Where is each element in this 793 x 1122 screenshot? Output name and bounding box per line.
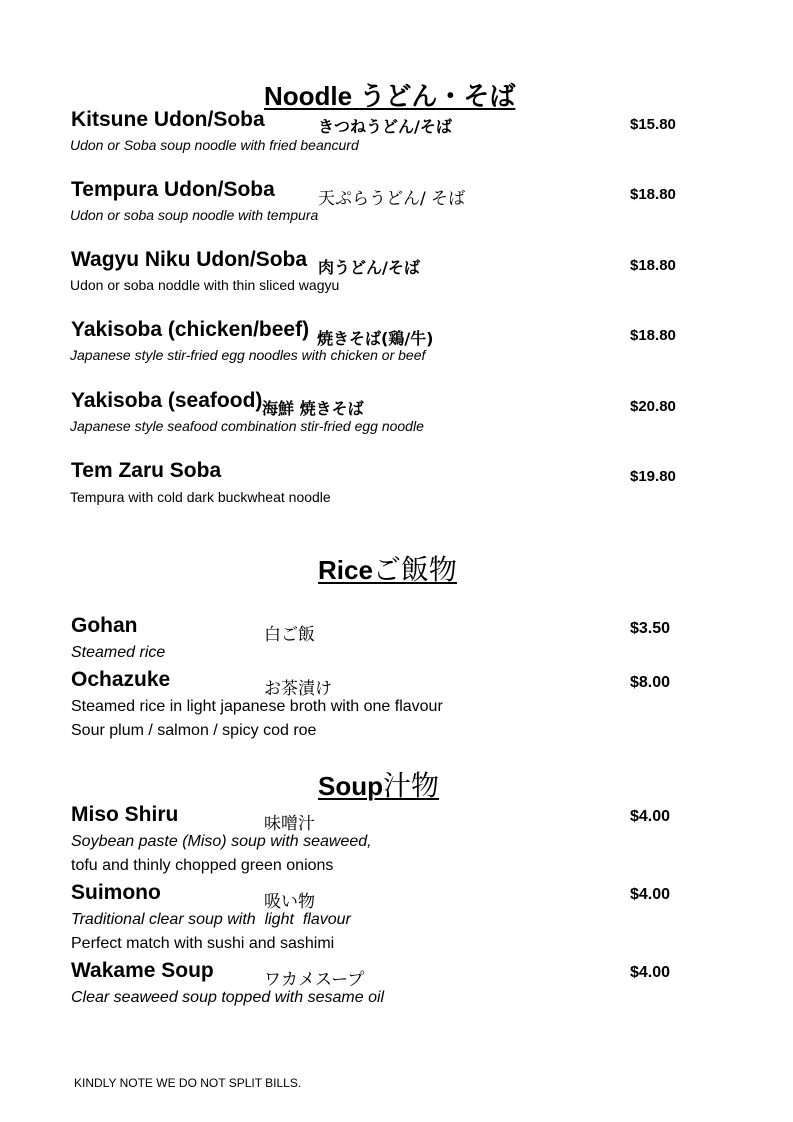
menu-item-desc: Soybean paste (Miso) soup with seaweed,	[71, 833, 372, 850]
menu-item-desc: Tempura with cold dark buckwheat noodle	[70, 489, 331, 505]
menu-item-desc: Steamed rice in light japanese broth with one flavour	[71, 698, 443, 715]
menu-item-desc: Perfect match with sushi and sashimi	[71, 935, 335, 952]
menu-item-jp: きつねうどん/そば	[318, 117, 452, 136]
menu-item-name: Yakisoba (chicken/beef)	[71, 318, 310, 341]
menu-item-desc: Udon or Soba soup noodle with fried beancurd	[70, 137, 359, 153]
menu-item-jp: お茶漬け	[264, 679, 332, 699]
menu-item-price: $18.80	[630, 327, 676, 344]
menu-item-name: Wagyu Niku Udon/Soba	[71, 248, 308, 271]
menu-item-price: $15.80	[630, 116, 676, 133]
menu-item-name: Tempura Udon/Soba	[71, 178, 275, 201]
menu-item-price: $8.00	[630, 674, 671, 691]
menu-item-desc: Traditional clear soup with light flavour	[71, 911, 351, 928]
menu-item-jp: 吸い物	[264, 892, 315, 912]
soup-title-jp: 汁物	[383, 769, 440, 802]
menu-item-price: $18.80	[630, 186, 676, 203]
menu-item-price: $18.80	[630, 257, 676, 274]
soup-title-en: Soup	[318, 771, 383, 801]
rice-title-jp: ご飯物	[372, 553, 457, 586]
menu-item-desc: tofu and thinly chopped green onions	[71, 857, 334, 874]
menu-item-name: Wakame Soup	[71, 959, 214, 982]
menu-item-jp: 白ご飯	[264, 625, 315, 645]
menu-item-name: Ochazuke	[71, 668, 171, 691]
menu-item-desc: Japanese style seafood combination stir-fried egg noodle	[70, 418, 424, 434]
menu-item-name: Kitsune Udon/Soba	[71, 108, 265, 131]
menu-item-name: Tem Zaru Soba	[71, 459, 222, 482]
rice-section-title	[318, 548, 457, 588]
menu-item-jp: 肉うどん/そば	[318, 258, 420, 277]
menu-item-jp: 味噌汁	[264, 814, 315, 834]
menu-item-price: $3.50	[630, 620, 671, 637]
noodle-title-jp: うどん・そば	[359, 82, 516, 112]
menu-item-name: Yakisoba (seafood)	[71, 389, 263, 412]
noodle-title-en: Noodle	[264, 81, 353, 111]
menu-item-jp: 海鮮 焼きそば	[262, 399, 364, 418]
menu-item-price: $19.80	[630, 468, 676, 485]
menu-item-desc: Sour plum / salmon / spicy cod roe	[71, 722, 317, 739]
menu-item-jp: 天ぷらうどん/ そば	[318, 189, 466, 209]
rice-title-en: Rice	[318, 555, 373, 585]
menu-item-desc: Udon or soba soup noodle with tempura	[70, 207, 319, 223]
menu-item-price: $4.00	[630, 964, 671, 981]
soup-section-title	[318, 764, 439, 804]
menu-item-jp: 焼きそば(鶏/牛)	[317, 329, 434, 348]
menu-item-name: Suimono	[71, 881, 161, 904]
menu-item-price: $20.80	[630, 398, 676, 415]
menu-item-jp: ワカメスープ	[264, 970, 365, 990]
menu-item-name: Miso Shiru	[71, 803, 179, 826]
menu-item-desc: Clear seaweed soup topped with sesame oil	[71, 989, 385, 1006]
menu-item-price: $4.00	[630, 808, 671, 825]
menu-item-desc: Udon or soba noddle with thin sliced wagyu	[70, 277, 340, 293]
menu-item-desc: Steamed rice	[71, 644, 166, 661]
footer-note: KINDLY NOTE WE DO NOT SPLIT BILLS.	[74, 1076, 302, 1090]
menu-item-name: Gohan	[71, 614, 138, 637]
menu-item-desc: Japanese style stir-fried egg noodles with chicken or beef	[70, 347, 426, 363]
noodle-section-title	[264, 76, 515, 113]
menu-item-price: $4.00	[630, 886, 671, 903]
